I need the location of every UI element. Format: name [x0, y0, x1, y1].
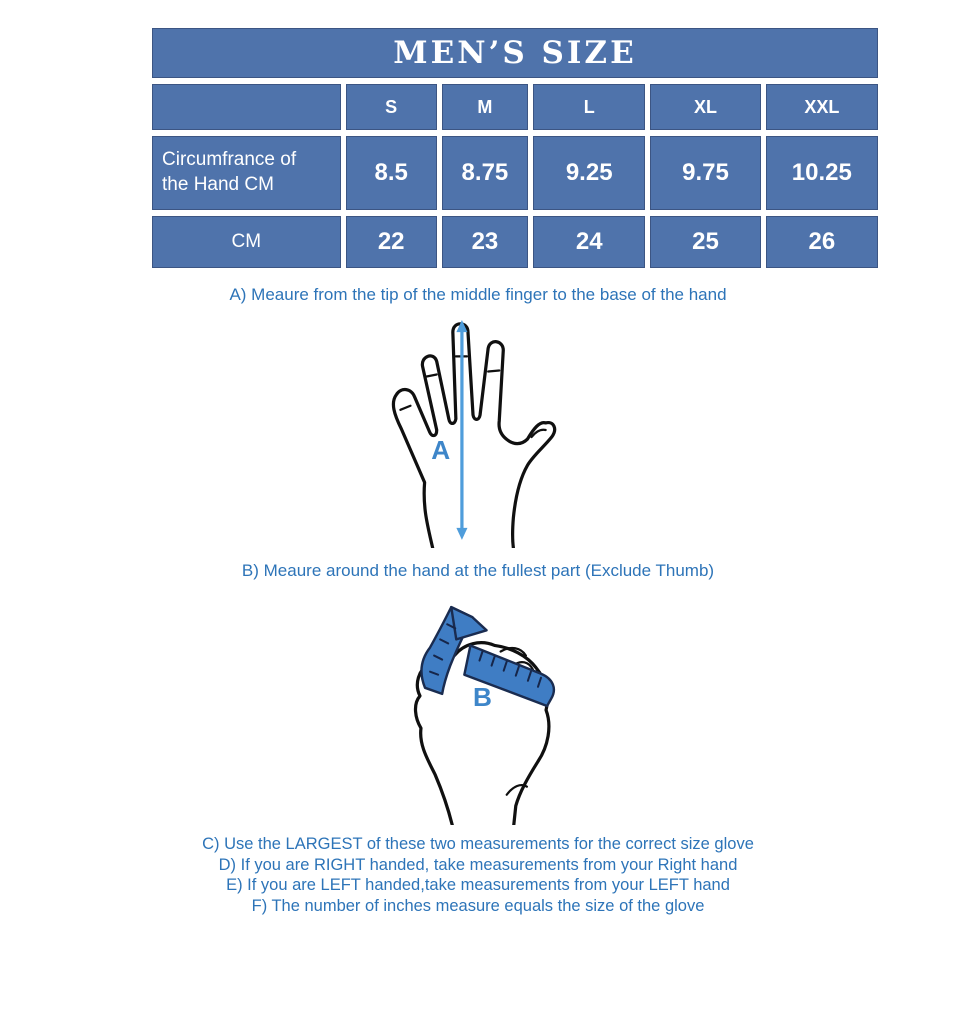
index-finger-crease [488, 370, 499, 371]
size-col-header-l: L [533, 84, 645, 130]
circumference-value-l: 9.25 [533, 136, 645, 210]
circumference-row-label: Circumfrance of the Hand CM [152, 136, 341, 210]
circumference-value-xxl: 10.25 [766, 136, 878, 210]
table-corner-cell [152, 84, 341, 130]
instruction-a: A) Meaure from the tip of the middle finger to the base of the hand [229, 285, 727, 304]
circumference-value-m: 8.75 [442, 136, 528, 210]
measuring-tape-fold [451, 607, 486, 639]
open-hand-outline [393, 324, 554, 548]
size-col-header-xl: XL [650, 84, 760, 130]
cm-value-s: 22 [346, 216, 437, 268]
instruction-c: C) Use the LARGEST of these two measurements for the correct size glove [202, 835, 754, 853]
fist-illustration [393, 593, 571, 825]
bottom-instructions [0, 834, 956, 916]
size-col-header-s: S [346, 84, 437, 130]
size-table [152, 28, 878, 268]
cm-row-label: CM [152, 216, 341, 268]
label-b: B [473, 681, 492, 712]
cm-value-m: 23 [442, 216, 528, 268]
instruction-d: D) If you are RIGHT handed, take measurements from your Right hand [218, 855, 738, 874]
cm-value-xl: 25 [650, 216, 760, 268]
circumference-value-s: 8.5 [346, 136, 437, 210]
size-col-header-m: M [442, 84, 528, 130]
label-a: A [431, 435, 451, 466]
instruction-e: E) If you are LEFT handed,take measurements from your LEFT hand [226, 876, 730, 894]
instruction-b: B) Meaure around the hand at the fullest part (Exclude Thumb) [241, 561, 715, 580]
size-col-header-xxl: XXL [766, 84, 878, 130]
open-hand-illustration [383, 316, 559, 548]
cm-value-l: 24 [533, 216, 645, 268]
table-title: MEN’S SIZE [152, 28, 878, 78]
cm-value-xxl: 26 [766, 216, 878, 268]
instruction-f: F) The number of inches measure equals the size of the glove [251, 896, 705, 915]
circumference-value-xl: 9.75 [650, 136, 760, 210]
